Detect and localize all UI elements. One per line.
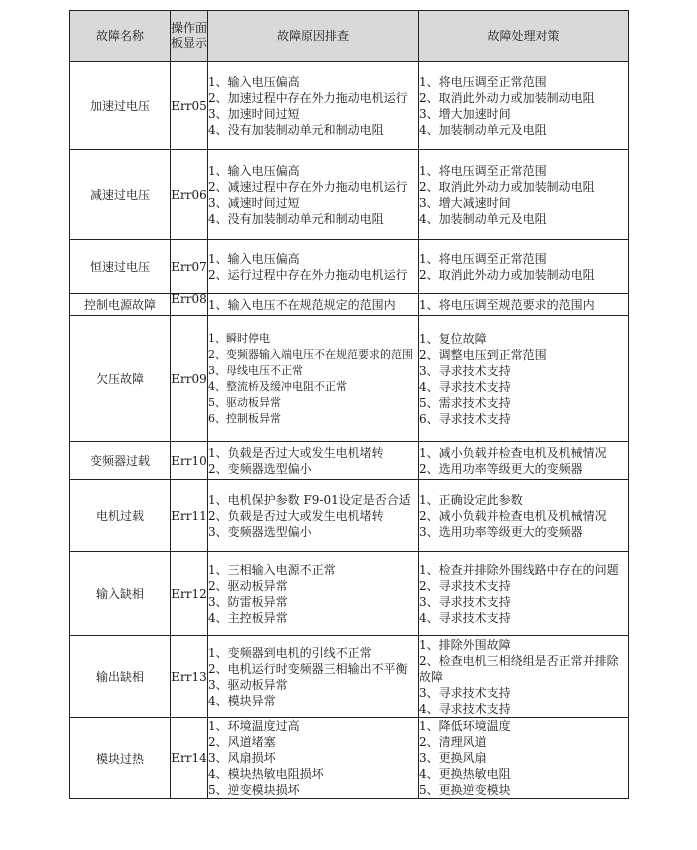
fault-name: 电机过载 — [70, 480, 171, 552]
fault-code: Err11 — [171, 480, 208, 552]
cause-item: 2、加速过程中存在外力拖动电机运行 — [208, 90, 408, 105]
cause-item: 3、风扇损坏 — [208, 751, 276, 765]
table-row — [70, 442, 629, 480]
cause-item: 3、母线电压不正常 — [208, 363, 303, 377]
cause-cell — [208, 442, 419, 480]
solution-item: 5、需求技术支持 — [419, 395, 511, 410]
cause-item: 1、电机保护参数 F9-01设定是否合适 — [208, 492, 411, 507]
fault-name: 欠压故障 — [70, 316, 171, 442]
solution-item: 4、加装制动单元及电阻 — [419, 211, 547, 226]
solution-cell — [419, 718, 629, 799]
solution-item: 4、寻求技术支持 — [419, 701, 511, 716]
cause-cell — [208, 294, 419, 316]
fault-code: Err14 — [171, 718, 208, 799]
solution-cell — [419, 294, 629, 316]
table-row — [70, 552, 629, 636]
solution-item: 3、选用功率等级更大的变频器 — [419, 524, 583, 539]
fault-code: Err12 — [171, 552, 208, 636]
cause-item: 2、风道堵塞 — [208, 735, 276, 749]
solution-item: 1、将电压调至正常范围 — [419, 163, 547, 178]
cause-item: 1、环境温度过高 — [208, 719, 300, 733]
cause-item: 5、驱动板异常 — [208, 395, 281, 409]
solution-item: 1、减小负载并检查电机及机械情况 — [419, 445, 607, 460]
solution-item: 2、选用功率等级更大的变频器 — [419, 461, 583, 476]
solution-item: 2、调整电压到正常范围 — [419, 347, 547, 362]
fault-name: 恒速过电压 — [70, 240, 171, 294]
cause-item: 1、输入电压偏高 — [208, 251, 300, 266]
solution-item: 3、更换风扇 — [419, 751, 487, 765]
cause-item: 1、负载是否过大或发生电机堵转 — [208, 445, 384, 460]
header-fault-name: 故障名称 — [70, 11, 171, 62]
header-solution: 故障处理对策 — [419, 11, 629, 62]
cause-cell — [208, 316, 419, 442]
cause-item: 4、整流桥及缓冲电阻不正常 — [208, 379, 347, 393]
cause-cell — [208, 480, 419, 552]
solution-item: 2、减小负载并检查电机及机械情况 — [419, 508, 607, 523]
solution-item: 5、更换逆变模块 — [419, 783, 511, 797]
cause-item: 3、驱动板异常 — [208, 677, 288, 692]
solution-item: 2、取消此外动力或加装制动电阻 — [419, 90, 595, 105]
solution-item: 3、寻求技术支持 — [419, 363, 511, 378]
fault-name: 输出缺相 — [70, 636, 171, 718]
table-row — [70, 150, 629, 240]
cause-cell — [208, 62, 419, 150]
solution-item: 3、寻求技术支持 — [419, 685, 511, 700]
header-panel-display: 操作面板显示 — [171, 11, 208, 62]
header-cause: 故障原因排查 — [208, 11, 419, 62]
table-row — [70, 294, 629, 316]
solution-cell — [419, 316, 629, 442]
cause-item: 2、运行过程中存在外力拖动电机运行 — [208, 267, 408, 282]
table-row — [70, 718, 629, 799]
solution-item: 2、清理风道 — [419, 735, 487, 749]
table-row — [70, 62, 629, 150]
solution-cell — [419, 552, 629, 636]
cause-cell — [208, 718, 419, 799]
solution-cell — [419, 636, 629, 718]
fault-name: 减速过电压 — [70, 150, 171, 240]
solution-item: 3、增大加速时间 — [419, 106, 511, 121]
cause-item: 4、模块热敏电阻损坏 — [208, 767, 324, 781]
fault-name: 模块过热 — [70, 718, 171, 799]
fault-name: 输入缺相 — [70, 552, 171, 636]
table-row — [70, 240, 629, 294]
solution-cell — [419, 62, 629, 150]
cause-item: 6、控制板异常 — [208, 411, 281, 425]
solution-cell — [419, 442, 629, 480]
fault-code: Err05 — [171, 62, 208, 150]
cause-item: 3、变频器选型偏小 — [208, 524, 312, 539]
fault-code: Err06 — [171, 150, 208, 240]
fault-name: 控制电源故障 — [70, 294, 171, 316]
cause-item: 1、三相输入电源不正常 — [208, 562, 336, 577]
fault-code: Err09 — [171, 316, 208, 442]
fault-name: 加速过电压 — [70, 62, 171, 150]
cause-item: 1、输入电压偏高 — [208, 163, 300, 178]
solution-item: 3、增大减速时间 — [419, 195, 511, 210]
solution-item: 4、寻求技术支持 — [419, 610, 511, 625]
solution-item: 1、正确设定此参数 — [419, 492, 523, 507]
cause-item: 3、加速时间过短 — [208, 106, 300, 121]
table-row — [70, 480, 629, 552]
solution-item: 4、更换热敏电阻 — [419, 767, 511, 781]
solution-cell — [419, 240, 629, 294]
cause-item: 5、逆变模块损坏 — [208, 783, 300, 797]
solution-item: 1、将电压调至正常范围 — [419, 74, 547, 89]
solution-item: 1、降低环境温度 — [419, 719, 511, 733]
solution-item: 1、复位故障 — [419, 331, 487, 346]
solution-cell — [419, 480, 629, 552]
cause-cell — [208, 240, 419, 294]
cause-item: 4、没有加装制动单元和制动电阻 — [208, 211, 384, 226]
cause-item: 1、变频器到电机的引线不正常 — [208, 645, 372, 660]
cause-item: 2、驱动板异常 — [208, 578, 288, 593]
solution-item: 3、寻求技术支持 — [419, 594, 511, 609]
cause-item: 1、输入电压不在规范规定的范围内 — [208, 297, 396, 312]
fault-code: Err10 — [171, 442, 208, 480]
cause-item: 3、防雷板异常 — [208, 594, 288, 609]
solution-item: 2、寻求技术支持 — [419, 578, 511, 593]
cause-cell — [208, 636, 419, 718]
solution-item: 1、排除外围故障 — [419, 637, 511, 652]
cause-item: 1、瞬时停电 — [208, 331, 270, 345]
solution-item: 1、将电压调至规范要求的范围内 — [419, 297, 595, 312]
solution-item: 2、检查电机三相绕组是否正常并排除故障 — [419, 653, 619, 684]
cause-item: 4、主控板异常 — [208, 610, 288, 625]
cause-cell — [208, 150, 419, 240]
solution-item: 2、取消此外动力或加装制动电阻 — [419, 267, 595, 282]
cause-item: 3、减速时间过短 — [208, 195, 300, 210]
fault-table — [69, 10, 629, 799]
cause-item: 2、减速过程中存在外力拖动电机运行 — [208, 179, 408, 194]
solution-item: 6、寻求技术支持 — [419, 411, 511, 426]
solution-item: 4、寻求技术支持 — [419, 379, 511, 394]
cause-item: 4、没有加装制动单元和制动电阻 — [208, 122, 384, 137]
cause-item: 2、变频器输入端电压不在规范要求的范围 — [208, 347, 413, 361]
cause-item: 1、输入电压偏高 — [208, 74, 300, 89]
fault-name: 变频器过载 — [70, 442, 171, 480]
solution-item: 1、将电压调至正常范围 — [419, 251, 547, 266]
table-row — [70, 316, 629, 442]
table-row — [70, 636, 629, 718]
solution-item: 2、取消此外动力或加装制动电阻 — [419, 179, 595, 194]
cause-item: 2、变频器选型偏小 — [208, 461, 312, 476]
fault-code: Err07 — [171, 240, 208, 294]
header-row — [70, 11, 629, 62]
fault-code: Err08 — [171, 294, 208, 316]
fault-code: Err13 — [171, 636, 208, 718]
cause-cell — [208, 552, 419, 636]
cause-item: 4、模块异常 — [208, 693, 276, 708]
solution-cell — [419, 150, 629, 240]
solution-item: 1、检查并排除外围线路中存在的问题 — [419, 562, 619, 577]
cause-item: 2、电机运行时变频器三相输出不平衡 — [208, 661, 408, 676]
cause-item: 2、负载是否过大或发生电机堵转 — [208, 508, 384, 523]
solution-item: 4、加装制动单元及电阻 — [419, 122, 547, 137]
